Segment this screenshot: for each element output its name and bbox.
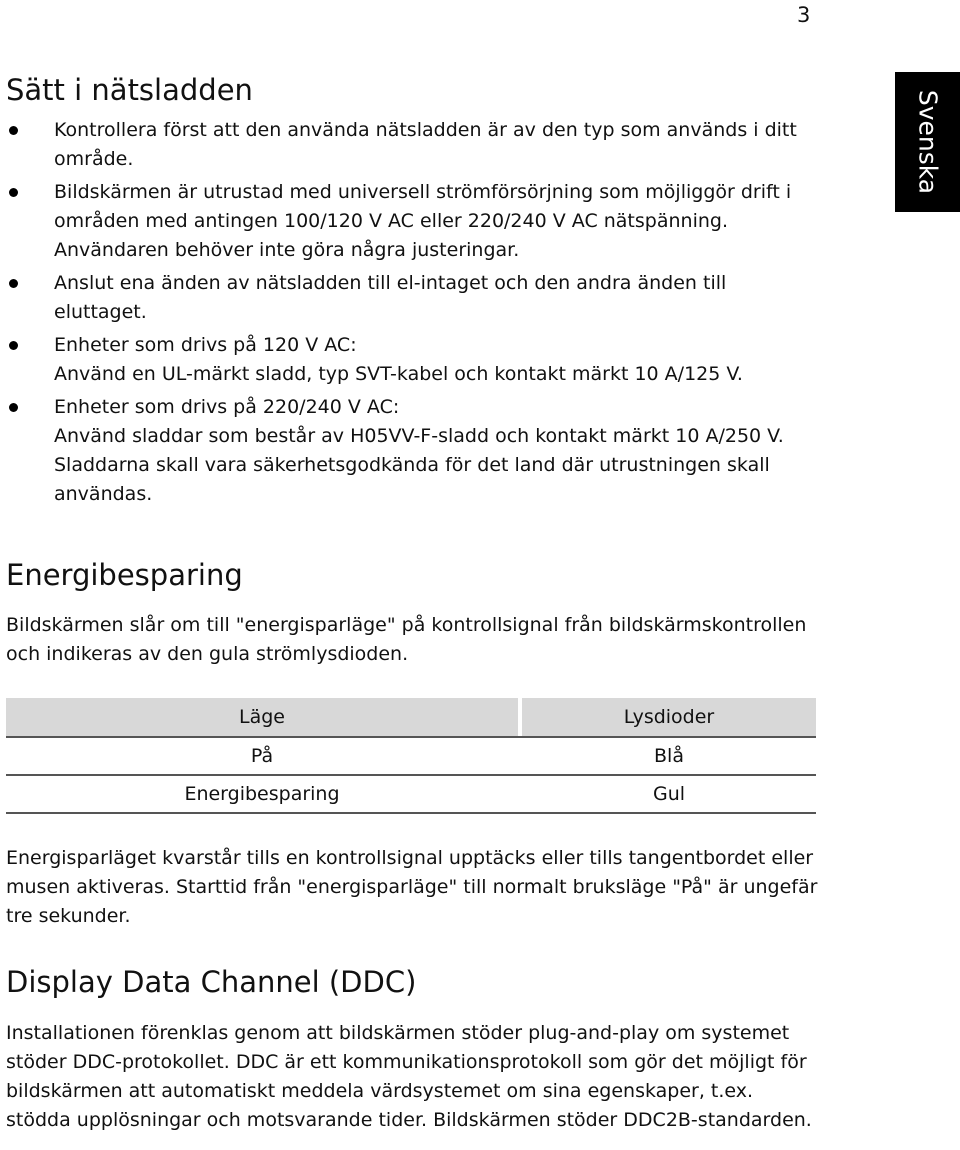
section-title-ddc: Display Data Channel (DDC) (6, 965, 417, 999)
language-tab-label: Svenska (913, 89, 942, 195)
table-cell-led: Gul (522, 775, 816, 813)
list-item-heading: Enheter som drivs på 120 V AC: (54, 334, 357, 356)
page-number: 3 (797, 3, 811, 27)
bullet-icon (9, 403, 18, 412)
list-item-text: Anslut ena änden av nätsladden till el-intaget och den andra änden till eluttaget. (54, 272, 727, 323)
list-item-heading: Enheter som drivs på 220/240 V AC: (54, 396, 400, 418)
bullet-icon (9, 279, 18, 288)
list-item (6, 178, 816, 265)
table-header-mode: Läge (6, 698, 518, 737)
table-cell-mode: Energibesparing (6, 775, 518, 813)
energy-intro: Bildskärmen slår om till "energisparläge" på kontrollsignal från bildskärmskontrollen och indikeras av den gula strömlysdioden. (6, 614, 807, 665)
power-mode-table (6, 698, 816, 814)
language-tab (895, 72, 960, 212)
energy-note: Energisparläget kvarstår tills en kontrollsignal upptäcks eller tills tangentbordet eller musen aktiveras. Starttid från "energisparläge" till normalt bruksläge "På" är ungefär tre sekunder. (6, 847, 818, 927)
list-item (6, 393, 816, 509)
table-header-led: Lysdioder (522, 698, 816, 737)
table-row (6, 775, 816, 813)
ddc-body: Installationen förenklas genom att bildskärmen stöder plug-and-play om systemet stöder DDC-protokollet. DDC är ett kommunikationsprotokoll som gör det möjligt för bildskärmen att automatiskt meddela värdsystemet om sina egenskaper, t.ex. stödda upplösningar och motsvarande tider. Bildskärmen stöder DDC2B-standarden. (6, 1022, 812, 1131)
list-item (6, 116, 816, 174)
list-item-text: Bildskärmen är utrustad med universell strömförsörjning som möjliggör drift i områden med antingen 100/120 V AC eller 220/240 V AC nätspänning. Användaren behöver inte göra några justeringar. (54, 181, 792, 261)
list-item (6, 331, 816, 389)
table-row (6, 737, 816, 775)
bullet-icon (9, 126, 18, 135)
bullet-icon (9, 341, 18, 350)
section-title-energy: Energibesparing (6, 558, 243, 592)
list-item-text: Kontrollera först att den använda nätsladden är av den typ som används i ditt område. (54, 119, 797, 170)
list-item-text: Använd en UL-märkt sladd, typ SVT-kabel och kontakt märkt 10 A/125 V. (54, 363, 743, 385)
section-title-power-cord: Sätt i nätsladden (6, 73, 253, 107)
power-cord-list (6, 116, 816, 513)
list-item-text: Använd sladdar som består av H05VV-F-sladd och kontakt märkt 10 A/250 V. Sladdarna skall vara säkerhetsgodkända för det land där utrustningen skall användas. (54, 425, 784, 505)
table-cell-led: Blå (522, 737, 816, 775)
list-item (6, 269, 816, 327)
table-cell-mode: På (6, 737, 518, 775)
bullet-icon (9, 188, 18, 197)
